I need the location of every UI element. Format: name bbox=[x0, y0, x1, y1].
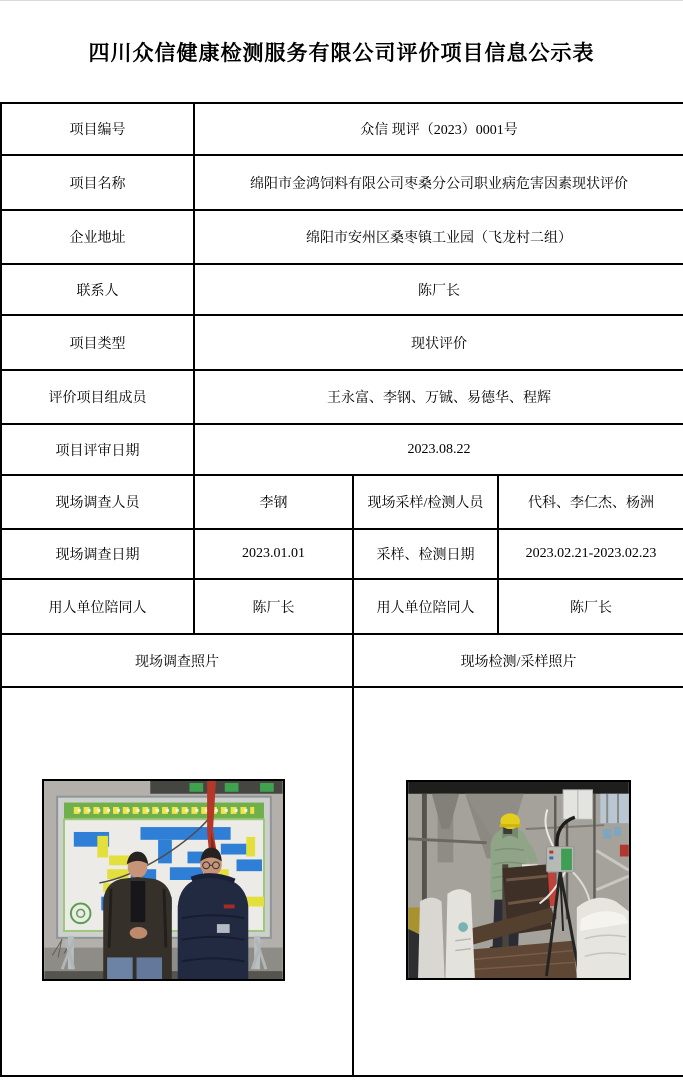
value-contact-person: 陈厂长 bbox=[194, 264, 683, 315]
table-row bbox=[1, 315, 683, 370]
table-row bbox=[1, 155, 683, 210]
value-survey-personnel: 李钢 bbox=[194, 475, 353, 529]
label-employer-escort-right: 用人单位陪同人 bbox=[353, 579, 498, 634]
table-row bbox=[1, 370, 683, 424]
sampling-photo-header: 现场检测/采样照片 bbox=[353, 634, 683, 687]
label-project-number: 项目编号 bbox=[1, 103, 194, 155]
survey-photo-cell bbox=[1, 687, 353, 1076]
label-evaluation-team: 评价项目组成员 bbox=[1, 370, 194, 424]
label-contact-person: 联系人 bbox=[1, 264, 194, 315]
table-row bbox=[1, 475, 683, 529]
value-sampling-date: 2023.02.21-2023.02.23 bbox=[498, 529, 683, 579]
table-row bbox=[1, 529, 683, 579]
label-employer-escort-left: 用人单位陪同人 bbox=[1, 579, 194, 634]
value-company-address: 绵阳市安州区桑枣镇工业园（飞龙村二组） bbox=[194, 210, 683, 264]
table-row bbox=[1, 579, 683, 634]
value-employer-escort-right: 陈厂长 bbox=[498, 579, 683, 634]
label-survey-personnel: 现场调查人员 bbox=[1, 475, 194, 529]
value-employer-escort-left: 陈厂长 bbox=[194, 579, 353, 634]
label-sampling-personnel: 现场采样/检测人员 bbox=[353, 475, 498, 529]
value-survey-date: 2023.01.01 bbox=[194, 529, 353, 579]
label-survey-date: 现场调查日期 bbox=[1, 529, 194, 579]
sampling-photo bbox=[406, 780, 631, 980]
info-table bbox=[0, 102, 683, 1077]
value-sampling-personnel: 代科、李仁杰、杨洲 bbox=[498, 475, 683, 529]
survey-photo-header: 现场调查照片 bbox=[1, 634, 353, 687]
label-project-name: 项目名称 bbox=[1, 155, 194, 210]
survey-photo-image bbox=[44, 781, 283, 979]
table-row bbox=[1, 687, 683, 1076]
value-project-name: 绵阳市金鸿饲料有限公司枣桑分公司职业病危害因素现状评价 bbox=[194, 155, 683, 210]
table-row bbox=[1, 634, 683, 687]
value-project-type: 现状评价 bbox=[194, 315, 683, 370]
label-project-type: 项目类型 bbox=[1, 315, 194, 370]
value-evaluation-team: 王永富、李钢、万铖、易德华、程辉 bbox=[194, 370, 683, 424]
sampling-photo-cell bbox=[353, 687, 683, 1076]
label-company-address: 企业地址 bbox=[1, 210, 194, 264]
table-row bbox=[1, 210, 683, 264]
table-row bbox=[1, 103, 683, 155]
survey-photo bbox=[42, 779, 285, 981]
label-review-date: 项目评审日期 bbox=[1, 424, 194, 475]
value-review-date: 2023.08.22 bbox=[194, 424, 683, 475]
label-sampling-date: 采样、检测日期 bbox=[353, 529, 498, 579]
table-row bbox=[1, 424, 683, 475]
page-title: 四川众信健康检测服务有限公司评价项目信息公示表 bbox=[88, 42, 595, 65]
sampling-photo-image bbox=[408, 782, 629, 978]
table-row bbox=[1, 264, 683, 315]
value-project-number: 众信 现评（2023）0001号 bbox=[194, 103, 683, 155]
